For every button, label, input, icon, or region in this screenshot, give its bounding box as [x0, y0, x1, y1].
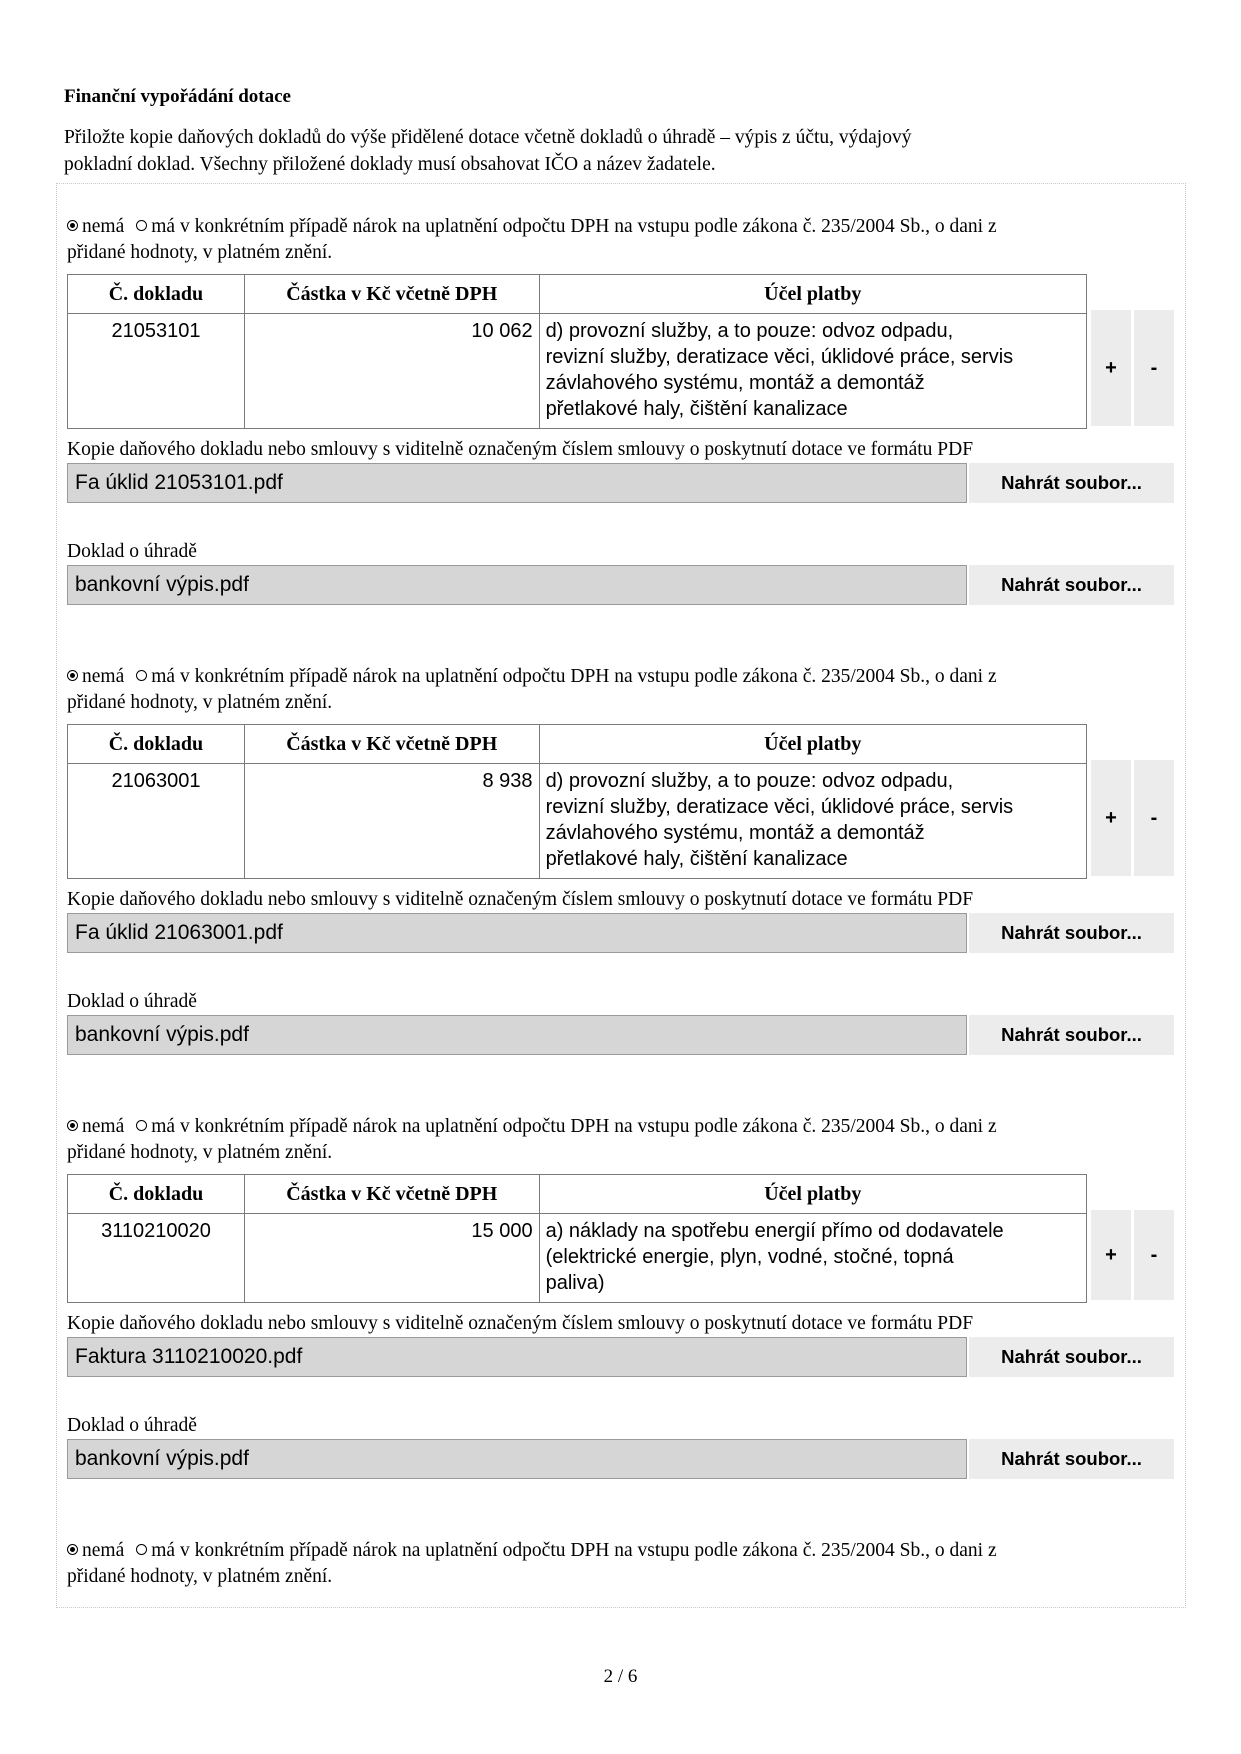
- payment-doc-label: Doklad o úhradě: [67, 1415, 197, 1436]
- upload-payment-button[interactable]: Nahrát soubor...: [969, 565, 1174, 605]
- add-row-button[interactable]: +: [1091, 760, 1131, 876]
- header-amount: Částka v Kč včetně DPH: [244, 1175, 539, 1214]
- vat-text-line-2: přidané hodnoty, v platném znění.: [67, 692, 333, 713]
- header-doc-number: Č. dokladu: [68, 1175, 245, 1214]
- entry-block: [67, 664, 1179, 1046]
- vat-text-line-1: v konkrétním případě nárok na uplatnění odpočtu DPH na vstupu podle zákona č. 235/2004 Sb., o dani z: [179, 1540, 997, 1561]
- intro-line-1: Přiložte kopie daňových dokladů do výše přidělené dotace včetně dokladů o úhradě – výpis z účtu, výdajový: [64, 127, 912, 148]
- vat-option-row: [67, 664, 1177, 716]
- radio-nema-label: nemá: [82, 1116, 125, 1137]
- table-row: [68, 1214, 1087, 1303]
- purpose-line: závlahového systému, montáž a demontáž: [545, 822, 925, 844]
- table-header-row: [68, 725, 1087, 764]
- radio-nema[interactable]: [67, 670, 78, 681]
- radio-ma-label: má: [151, 1116, 176, 1137]
- tax-doc-label: Kopie daňového dokladu nebo smlouvy s viditelně označeným číslem smlouvy o poskytnutí dotace ve formátu PDF: [67, 889, 974, 910]
- purpose-line: (elektrické energie, plyn, vodné, stočné, topná: [545, 1246, 954, 1268]
- upload-tax-doc-button[interactable]: Nahrát soubor...: [969, 463, 1174, 503]
- radio-nema[interactable]: [67, 220, 78, 231]
- header-doc-number: Č. dokladu: [68, 275, 245, 314]
- radio-nema-label: nemá: [82, 216, 125, 237]
- radio-ma[interactable]: [136, 1120, 147, 1131]
- amount-cell[interactable]: 8 938: [244, 764, 539, 879]
- payment-file-field[interactable]: bankovní výpis.pdf: [67, 565, 967, 605]
- tax-doc-file-field[interactable]: Fa úklid 21063001.pdf: [67, 913, 967, 953]
- section-title: Finanční vypořádání dotace: [64, 86, 291, 107]
- header-purpose: Účel platby: [539, 725, 1086, 764]
- purpose-line: d) provozní služby, a to pouze: odvoz odpadu,: [545, 320, 954, 342]
- amount-cell[interactable]: 15 000: [244, 1214, 539, 1303]
- tax-doc-label: Kopie daňového dokladu nebo smlouvy s viditelně označeným číslem smlouvy o poskytnutí dotace ve formátu PDF: [67, 439, 974, 460]
- purpose-line: přetlakové haly, čištění kanalizace: [545, 398, 848, 420]
- header-amount: Částka v Kč včetně DPH: [244, 275, 539, 314]
- doc-number-cell[interactable]: 3110210020: [68, 1214, 245, 1303]
- intro-text: [64, 124, 1144, 178]
- table-header-row: [68, 1175, 1087, 1214]
- vat-text-line-1: v konkrétním případě nárok na uplatnění odpočtu DPH na vstupu podle zákona č. 235/2004 Sb., o dani z: [179, 666, 997, 687]
- payment-file-field[interactable]: bankovní výpis.pdf: [67, 1015, 967, 1055]
- radio-ma-label: má: [151, 666, 176, 687]
- remove-row-button[interactable]: -: [1134, 1210, 1174, 1300]
- vat-text-line-1: v konkrétním případě nárok na uplatnění odpočtu DPH na vstupu podle zákona č. 235/2004 Sb., o dani z: [179, 1116, 997, 1137]
- page-number: 2 / 6: [603, 1666, 638, 1687]
- payment-file-field[interactable]: bankovní výpis.pdf: [67, 1439, 967, 1479]
- purpose-cell[interactable]: [539, 764, 1086, 879]
- payment-doc-label: Doklad o úhradě: [67, 991, 197, 1012]
- entry-block: [67, 214, 1179, 596]
- vat-option-row: [67, 1114, 1177, 1166]
- vat-text-line-2: přidané hodnoty, v platném znění.: [67, 242, 333, 263]
- doc-number-cell[interactable]: 21053101: [68, 314, 245, 429]
- radio-ma[interactable]: [136, 670, 147, 681]
- upload-tax-doc-button[interactable]: Nahrát soubor...: [969, 913, 1174, 953]
- documents-table: [67, 274, 1087, 429]
- tax-doc-file-field[interactable]: Fa úklid 21053101.pdf: [67, 463, 967, 503]
- intro-line-2: pokladní doklad. Všechny přiložené doklady musí obsahovat IČO a název žadatele.: [64, 154, 716, 175]
- radio-nema[interactable]: [67, 1120, 78, 1131]
- radio-nema[interactable]: [67, 1544, 78, 1555]
- amount-cell[interactable]: 10 062: [244, 314, 539, 429]
- documents-table: [67, 1174, 1087, 1303]
- upload-payment-button[interactable]: Nahrát soubor...: [969, 1015, 1174, 1055]
- vat-text-line-1: v konkrétním případě nárok na uplatnění odpočtu DPH na vstupu podle zákona č. 235/2004 Sb., o dani z: [179, 216, 997, 237]
- upload-tax-doc-button[interactable]: Nahrát soubor...: [969, 1337, 1174, 1377]
- vat-text-line-2: přidané hodnoty, v platném znění.: [67, 1566, 333, 1587]
- tax-doc-file-field[interactable]: Faktura 3110210020.pdf: [67, 1337, 967, 1377]
- doc-number-cell[interactable]: 21063001: [68, 764, 245, 879]
- purpose-line: revizní služby, deratizace věci, úklidové práce, servis: [545, 796, 1014, 818]
- header-purpose: Účel platby: [539, 1175, 1086, 1214]
- purpose-line: d) provozní služby, a to pouze: odvoz odpadu,: [545, 770, 954, 792]
- table-header-row: [68, 275, 1087, 314]
- remove-row-button[interactable]: -: [1134, 310, 1174, 426]
- table-row: [68, 764, 1087, 879]
- radio-ma-label: má: [151, 216, 176, 237]
- documents-table: [67, 724, 1087, 879]
- purpose-line: paliva): [545, 1272, 605, 1294]
- purpose-cell[interactable]: [539, 1214, 1086, 1303]
- vat-option-row: [67, 1538, 1177, 1590]
- upload-payment-button[interactable]: Nahrát soubor...: [969, 1439, 1174, 1479]
- purpose-cell[interactable]: [539, 314, 1086, 429]
- payment-doc-label: Doklad o úhradě: [67, 541, 197, 562]
- purpose-line: a) náklady na spotřebu energií přímo od dodavatele: [545, 1220, 1004, 1242]
- radio-nema-label: nemá: [82, 1540, 125, 1561]
- tax-doc-label: Kopie daňového dokladu nebo smlouvy s viditelně označeným číslem smlouvy o poskytnutí dotace ve formátu PDF: [67, 1313, 974, 1334]
- add-row-button[interactable]: +: [1091, 1210, 1131, 1300]
- radio-ma-label: má: [151, 1540, 176, 1561]
- vat-text-line-2: přidané hodnoty, v platném znění.: [67, 1142, 333, 1163]
- radio-nema-label: nemá: [82, 666, 125, 687]
- header-purpose: Účel platby: [539, 275, 1086, 314]
- entry-block: [67, 1538, 1179, 1590]
- radio-ma[interactable]: [136, 1544, 147, 1555]
- header-doc-number: Č. dokladu: [68, 725, 245, 764]
- table-row: [68, 314, 1087, 429]
- entry-block: [67, 1114, 1179, 1470]
- purpose-line: přetlakové haly, čištění kanalizace: [545, 848, 848, 870]
- vat-option-row: [67, 214, 1177, 266]
- purpose-line: závlahového systému, montáž a demontáž: [545, 372, 925, 394]
- add-row-button[interactable]: +: [1091, 310, 1131, 426]
- header-amount: Částka v Kč včetně DPH: [244, 725, 539, 764]
- purpose-line: revizní služby, deratizace věci, úklidové práce, servis: [545, 346, 1014, 368]
- remove-row-button[interactable]: -: [1134, 760, 1174, 876]
- radio-ma[interactable]: [136, 220, 147, 231]
